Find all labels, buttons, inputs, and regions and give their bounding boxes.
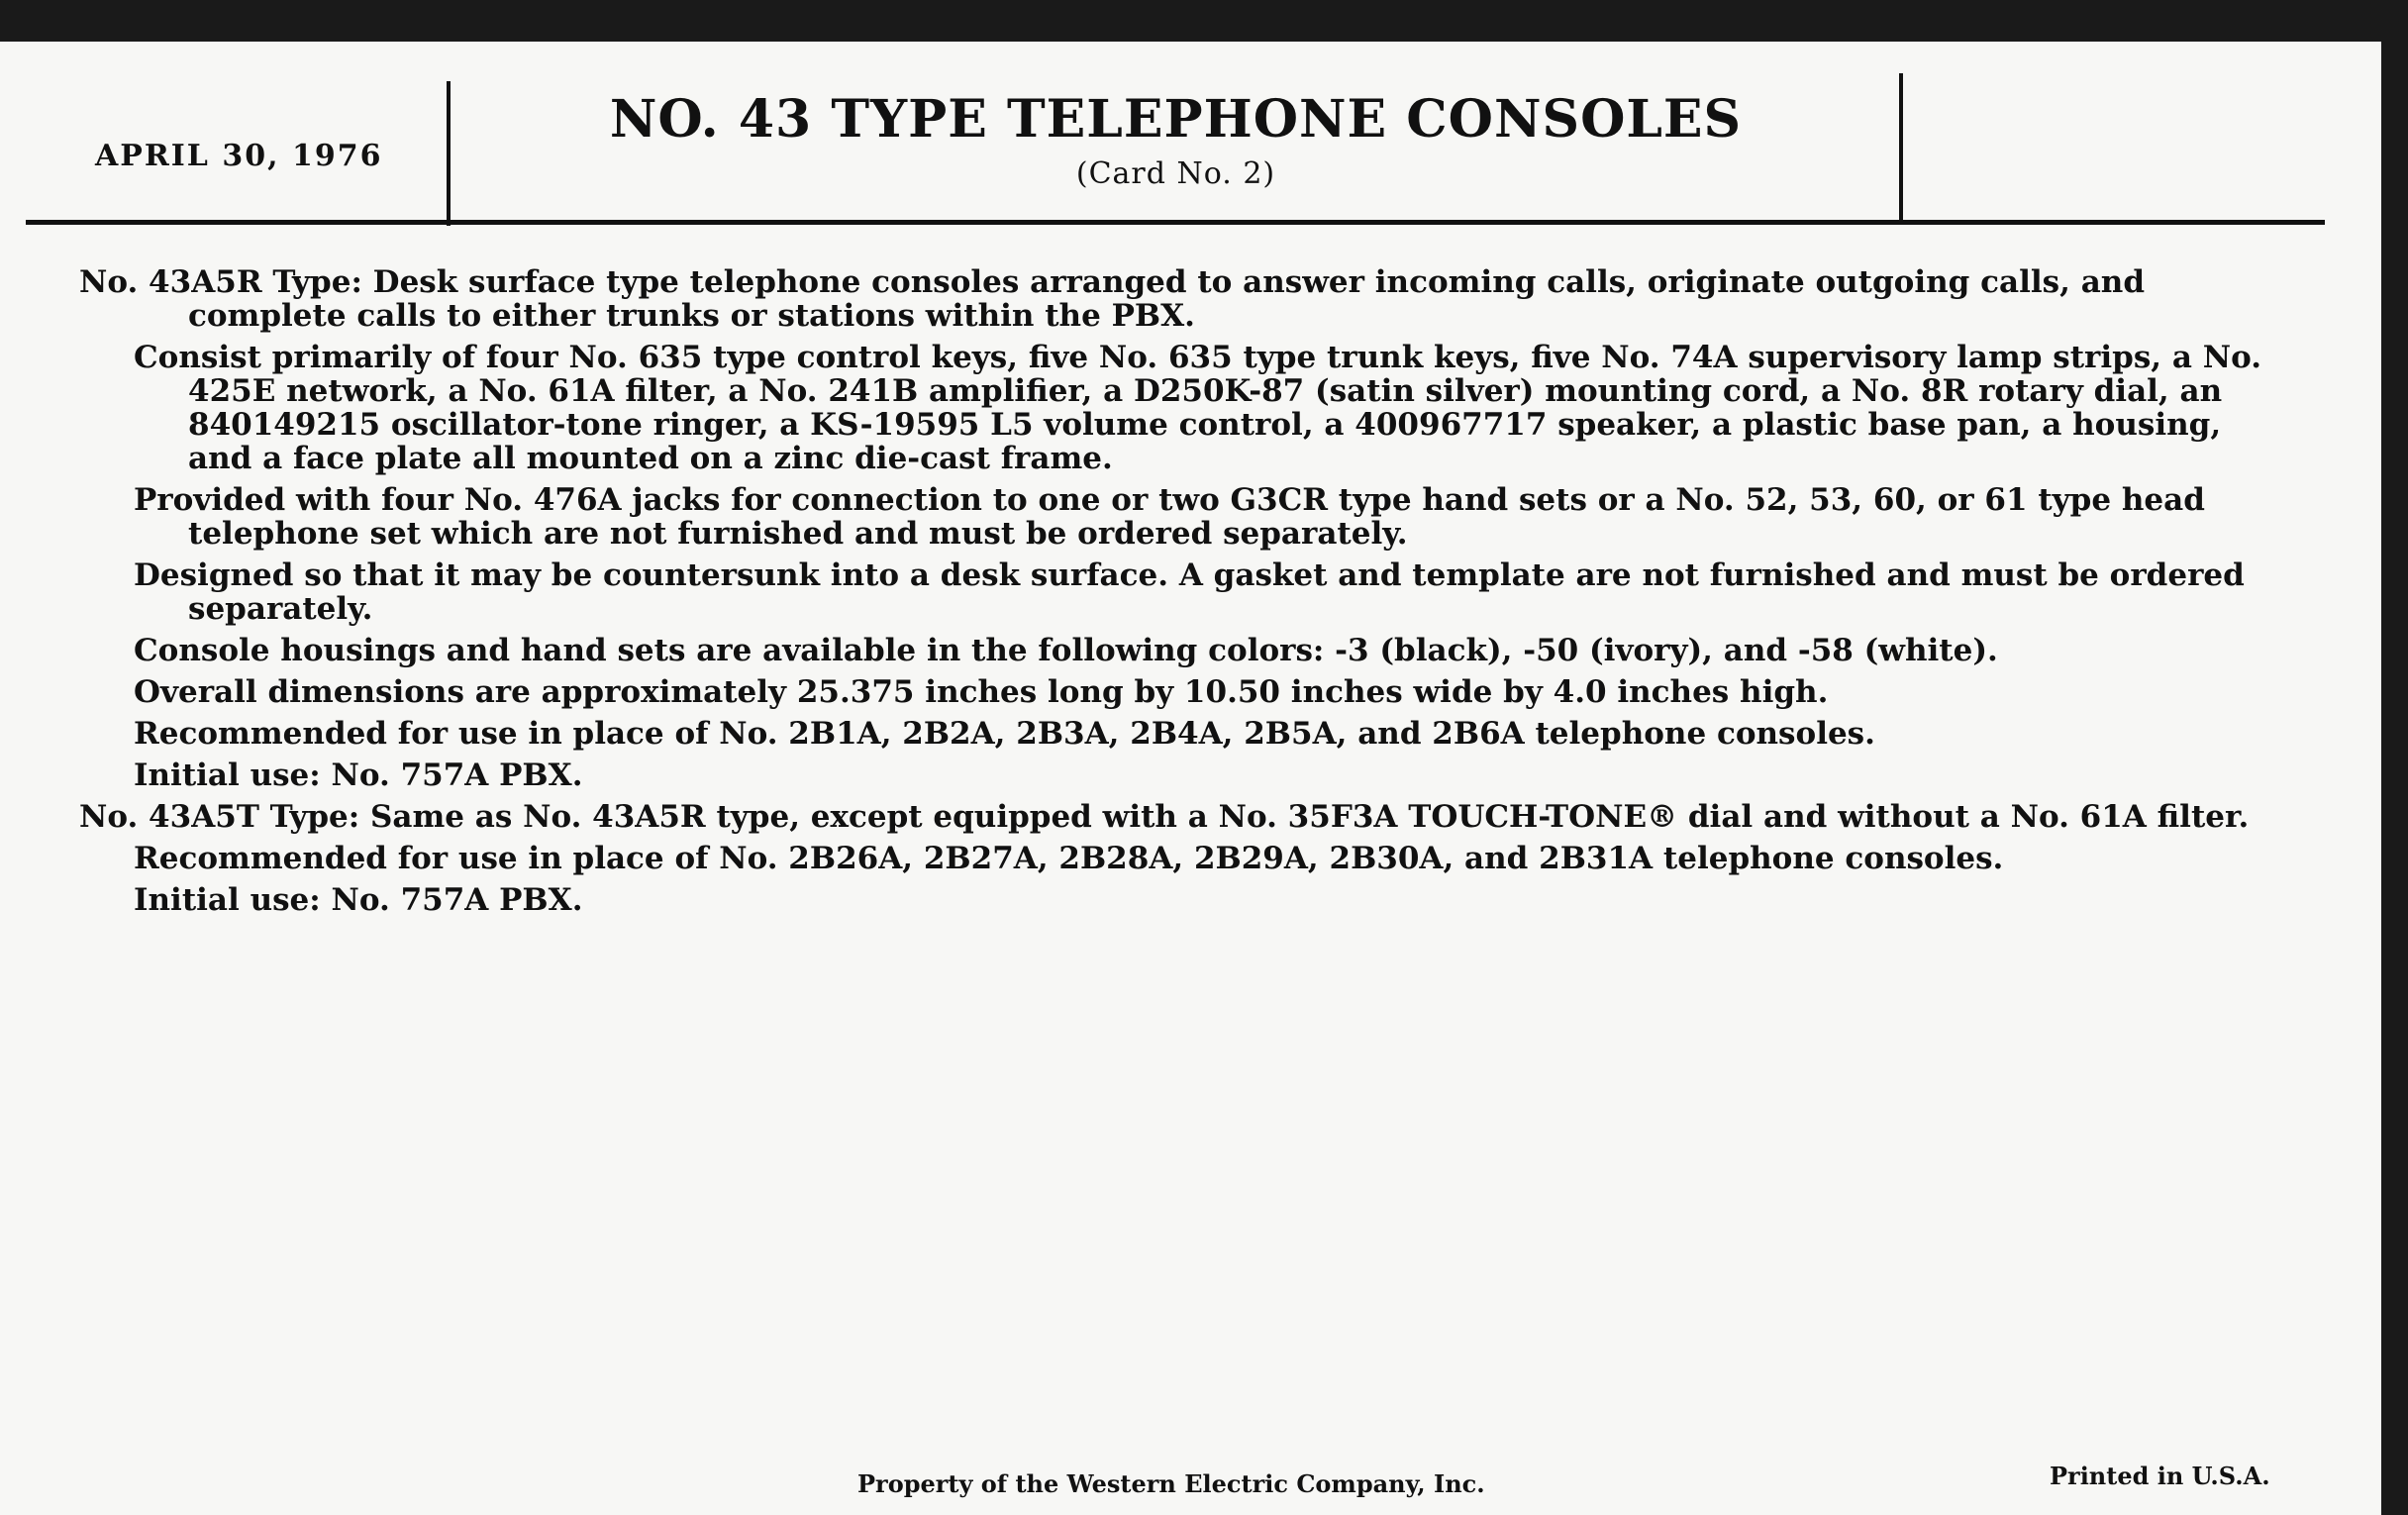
card-subtitle: (Card No. 2) (1075, 156, 1276, 191)
header-rule (26, 220, 2325, 225)
paragraph-43a5r-type: No. 43A5R Type: Desk surface type telephone consoles arranged to answer incoming calls, originate outgoing calls, and complete calls to either trunks or stations within the PBX. (79, 264, 2145, 334)
issue-date: APRIL 30, 1976 (95, 139, 383, 173)
paragraph-colors: Console housings and hand sets are available in the following colors: -3 (black), -50 (ivory), and -58 (white). (134, 633, 1998, 668)
printed-notice: Printed in U.S.A. (2050, 1462, 2270, 1490)
paragraph-composition: Consist primarily of four No. 635 type control keys, five No. 635 type trunk keys, five No. 74A supervisory lamp strips, a No. 425E network, a No. 61A filter, a No. 241B amplifier, a D250K-87 (satin silver) mounting cord, a No. 8R rotary dial, an 840149215 oscillator-tone ringer, a KS-19595 L5 volume control, a 400967717 speaker, a plastic base pan, a housing, and a face plate all mounted on a zinc die-cast frame. (134, 340, 2261, 476)
header-divider-left (447, 81, 451, 226)
paragraph-countersunk: Designed so that it may be countersunk into a desk surface. A gasket and template are not furnished and must be ordered separately. (134, 557, 2245, 627)
paragraph-dimensions: Overall dimensions are approximately 25.375 inches long by 10.50 inches wide by 4.0 inches high. (134, 674, 1829, 710)
paragraph-43a5t-type: No. 43A5T Type: Same as No. 43A5R type, except equipped with a No. 35F3A TOUCH-TONE® dial and without a No. 61A filter. (79, 799, 2250, 835)
card-body (79, 265, 2282, 925)
paragraph-initial-use-43a5r: Initial use: No. 757A PBX. (134, 758, 583, 793)
card-title: NO. 43 TYPE TELEPHONE CONSOLES (609, 89, 1743, 150)
paragraph-jacks: Provided with four No. 476A jacks for connection to one or two G3CR type hand sets or a No. 52, 53, 60, or 61 type head telephone set which are not furnished and must be ordered separately. (134, 482, 2205, 552)
header-divider-right (1899, 73, 1903, 222)
document-card (0, 42, 2381, 1515)
paragraph-recommended-43a5t: Recommended for use in place of No. 2B26A, 2B27A, 2B28A, 2B29A, 2B30A, and 2B31A telephone consoles. (134, 841, 2004, 876)
property-notice: Property of the Western Electric Company, Inc. (857, 1469, 1485, 1498)
paragraph-initial-use-43a5t: Initial use: No. 757A PBX. (134, 882, 583, 918)
paragraph-recommended-43a5r: Recommended for use in place of No. 2B1A, 2B2A, 2B3A, 2B4A, 2B5A, and 2B6A telephone consoles. (134, 716, 1875, 752)
